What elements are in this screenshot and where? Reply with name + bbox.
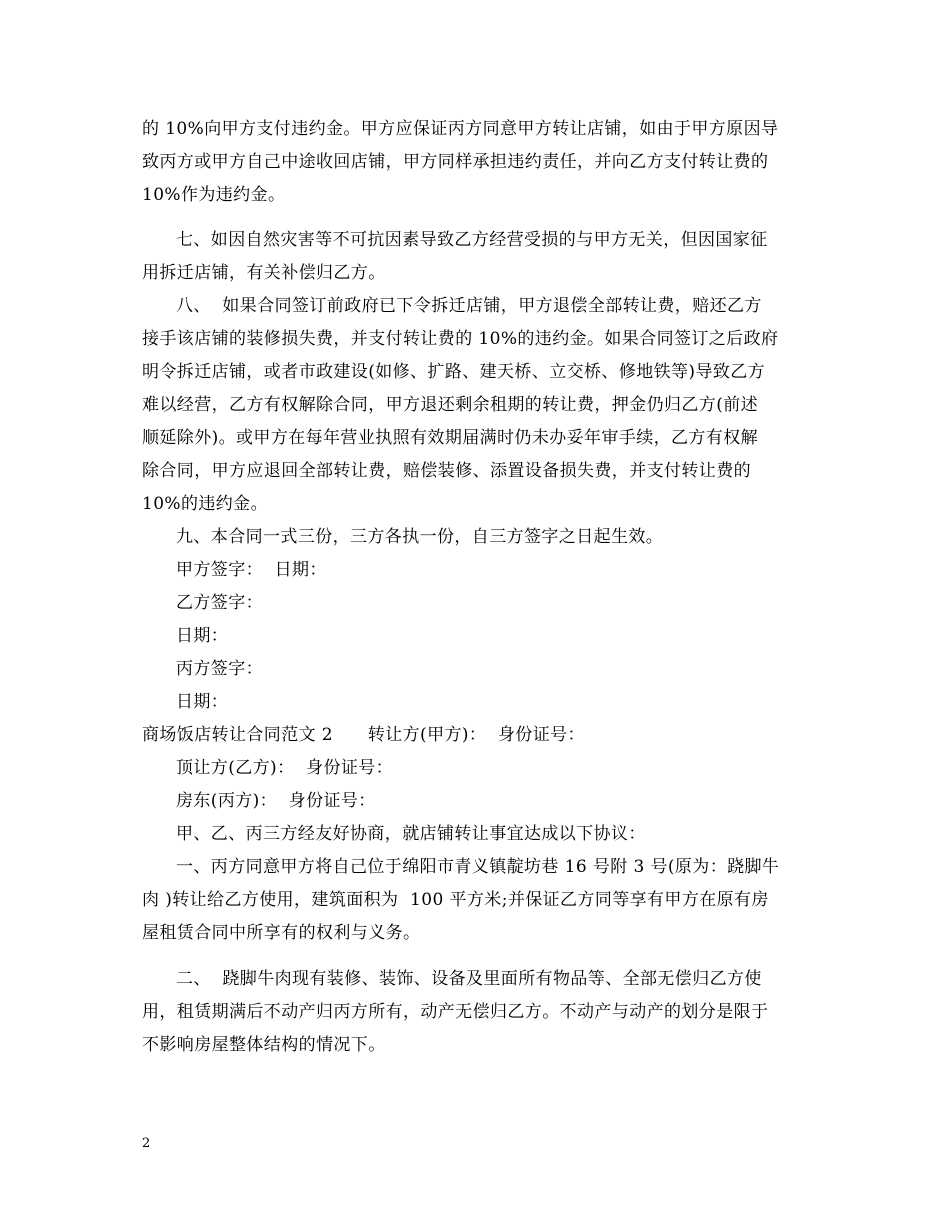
page-number: 2 (142, 1136, 151, 1151)
paragraph-line: 七、如因自然灾害等不可抗因素导致乙方经营受损的与甲方无关，但因国家征 (176, 230, 768, 250)
paragraph-line: 肉 )转让给乙方使用，建筑面积为 100 平方米;并保证乙方同等享有甲方在原有房 (142, 890, 769, 910)
date-line: 日期： (176, 692, 229, 712)
paragraph-line: 难以经营，乙方有权解除合同，甲方退还剩余租期的转让费，押金仍归乙方(前述 (142, 395, 759, 415)
paragraph-line: 10%的违约金。 (142, 494, 268, 514)
party-line: 房东(丙方)： 身份证号： (176, 791, 376, 811)
paragraph-line: 接手该店铺的装修损失费，并支付转让费的 10%的违约金。如果合同签订之后政府 (142, 329, 779, 349)
signature-line-party-a: 甲方签字： 日期： (176, 560, 327, 580)
paragraph-line: 屋租赁合同中所享有的权利与义务。 (142, 923, 421, 943)
signature-line-party-c: 丙方签字： (176, 659, 263, 679)
party-line: 顶让方(乙方)： 身份证号： (176, 758, 394, 778)
paragraph-line: 八、 如果合同签订前政府已下令拆迁店铺，甲方退偿全部转让费，赔还乙方 (176, 296, 762, 316)
paragraph-line: 致丙方或甲方自己中途收回店铺，甲方同样承担违约责任，并向乙方支付转让费的 (142, 152, 769, 172)
paragraph-line: 顺延除外)。或甲方在每年营业执照有效期届满时仍未办妥年审手续，乙方有权解 (142, 428, 759, 448)
paragraph-line: 甲、乙、丙三方经友好协商，就店铺转让事宜达成以下协议： (176, 824, 646, 844)
signature-line-party-b: 乙方签字： (176, 593, 263, 613)
date-line: 日期： (176, 626, 229, 646)
paragraph-line: 二、 跷脚牛肉现有装修、装饰、设备及里面所有物品等、全部无偿归乙方使 (176, 969, 762, 989)
paragraph-line: 10%作为违约金。 (142, 185, 286, 205)
paragraph-line: 的 10%向甲方支付违约金。甲方应保证丙方同意甲方转让店铺，如由于甲方原因导 (142, 119, 779, 139)
paragraph-line: 一、丙方同意甲方将自己位于绵阳市青义镇靛坊巷 16 号附 3 号(原为：跷脚牛 (176, 857, 780, 877)
paragraph-line: 除合同，甲方应退回全部转让费，赔偿装修、添置设备损失费，并支付转让费的 (142, 461, 751, 481)
paragraph-line: 不影响房屋整体结构的情况下。 (142, 1035, 386, 1055)
paragraph-line: 九、本合同一式三份，三方各执一份，自三方签字之日起生效。 (176, 527, 664, 547)
paragraph-line: 用，租赁期满后不动产归丙方所有，动产无偿归乙方。不动产与动产的划分是限于 (142, 1002, 769, 1022)
paragraph-line: 用拆迁店铺，有关补偿归乙方。 (142, 263, 386, 283)
contract-heading-line: 商场饭店转让合同范文 2 转让方(甲方)： 身份证号： (142, 725, 585, 745)
paragraph-line: 明令拆迁店铺，或者市政建设(如修、扩路、建天桥、立交桥、修地铁等)导致乙方 (142, 362, 766, 382)
